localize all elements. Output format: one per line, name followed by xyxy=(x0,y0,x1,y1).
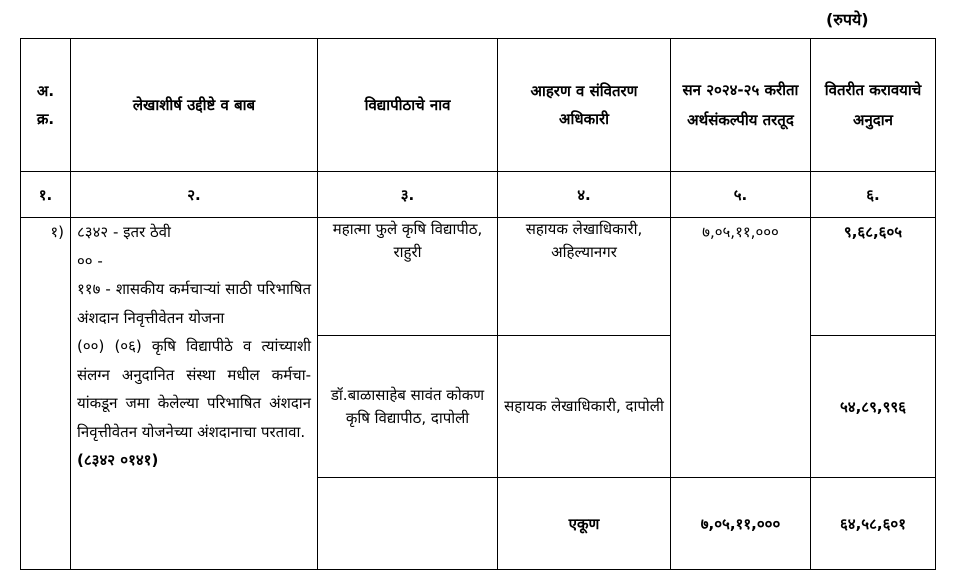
column-number: ४. xyxy=(498,172,671,218)
header-university: विद्यापीठाचे नाव xyxy=(318,39,498,172)
column-number: ६. xyxy=(811,172,936,218)
header-head: लेखाशीर्ष उद्दीष्टे व बाब xyxy=(71,39,318,172)
total-budget: ७,०५,११,००० xyxy=(671,478,811,570)
head-line: (००) (०६) कृषि विद्यापीठे व त्यांच्याशी संलग्न अनुदानित संस्था मधील कर्मचा-यांकडून जमा केलेल्या परिभाषित अंशदान निवृत्तीवेतन योजनेच्या अंशदानाचा परतावा. xyxy=(77,337,311,441)
column-number: ३. xyxy=(318,172,498,218)
column-number-row xyxy=(21,172,936,218)
row-account-head xyxy=(71,218,318,570)
column-number: ५. xyxy=(671,172,811,218)
table-row xyxy=(21,218,936,336)
officer-name: सहायक लेखाधिकारी, अहिल्यानगर xyxy=(498,218,671,336)
university-name: महात्मा फुले कृषि विद्यापीठ, राहुरी xyxy=(318,218,498,336)
budget-provision: ७,०५,११,००० xyxy=(671,218,811,478)
column-number: २. xyxy=(71,172,318,218)
header-sr: अ. क्र. xyxy=(21,39,71,172)
grant-table xyxy=(20,38,936,570)
total-label: एकूण xyxy=(498,478,671,570)
header-grant: वितरीत करावयाचे अनुदान xyxy=(811,39,936,172)
column-number: १. xyxy=(21,172,71,218)
head-line: ८३४२ - इतर ठेवी xyxy=(77,223,171,242)
head-line: ११७ - शासकीय कर्मचाऱ्यां साठी परिभाषित अंशदान निवृत्तीवेतन योजना xyxy=(77,280,311,327)
grant-amount: ९,६८,६०५ xyxy=(811,218,936,336)
empty-cell xyxy=(318,478,498,570)
university-name: डॉ.बाळासाहेब सावंत कोकण कृषि विद्यापीठ, दापोली xyxy=(318,336,498,478)
header-row xyxy=(21,39,936,172)
header-officer: आहरण व संवितरण अधिकारी xyxy=(498,39,671,172)
grant-amount: ५४,८९,९९६ xyxy=(811,336,936,478)
head-line: ०० - xyxy=(77,251,103,270)
row-serial: १) xyxy=(21,218,71,570)
head-code: (८३४२ ०१४१) xyxy=(77,451,159,470)
header-budget: सन २०२४-२५ करीता अर्थसंकल्पीय तरतूद xyxy=(671,39,811,172)
unit-label: (रुपये) xyxy=(826,10,869,29)
officer-name: सहायक लेखाधिकारी, दापोली xyxy=(498,336,671,478)
total-grant: ६४,५८,६०१ xyxy=(811,478,936,570)
